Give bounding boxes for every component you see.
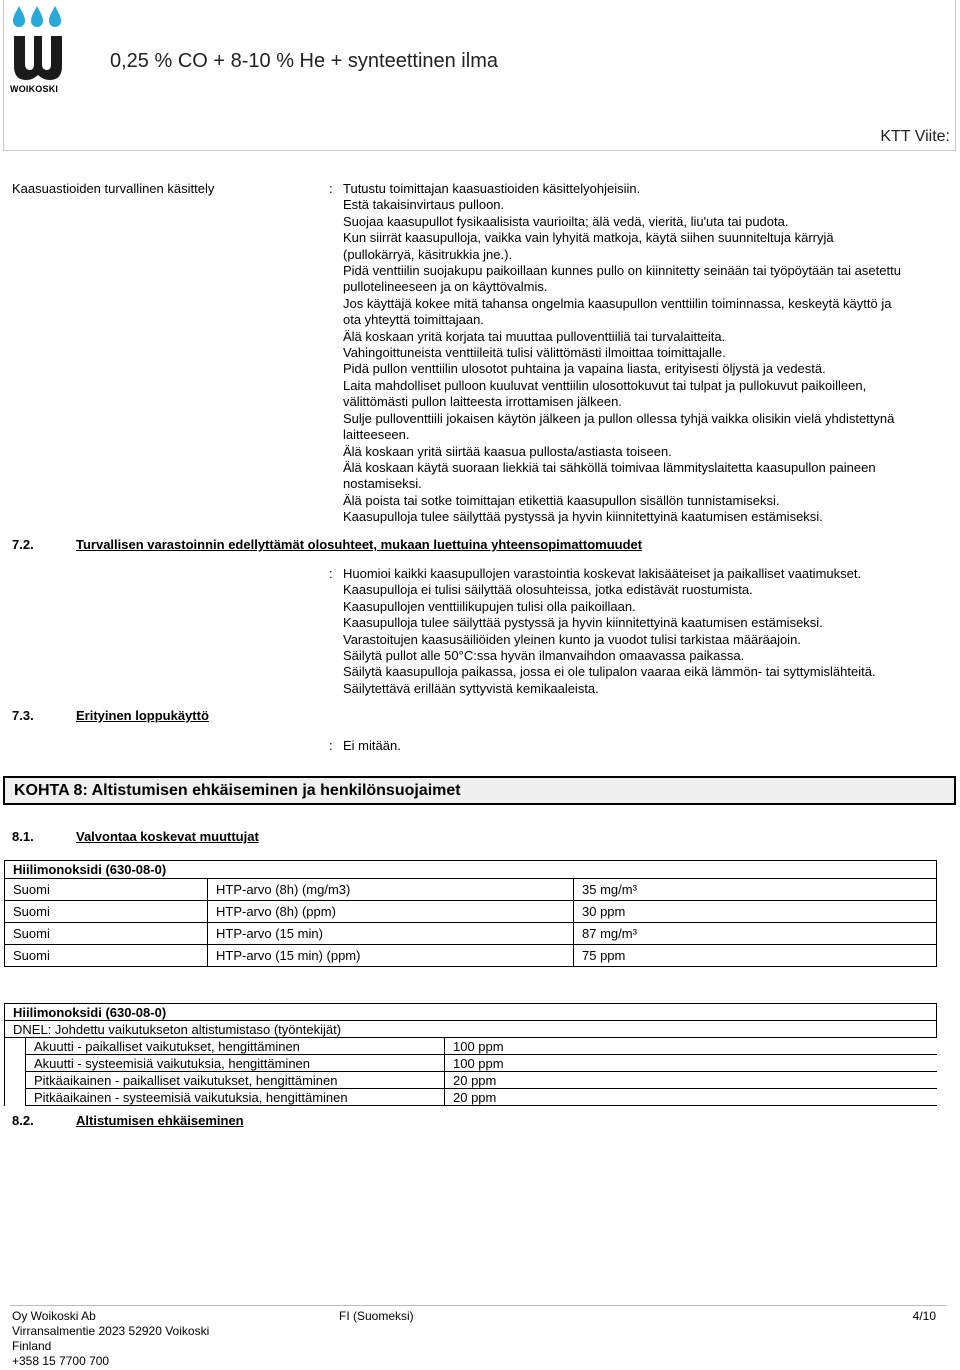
table-cell: Akuutti - systeemisiä vaikutuksia, hengittäminen bbox=[26, 1055, 445, 1072]
text-line: Kaasupulloja tulee säilyttää pystyssä ja hyvin kiinnitettyinä kaatumisen estämiseksi. bbox=[343, 509, 823, 525]
text-line: Laita mahdolliset pulloon kuuluvat venttiilin ulosottokuvut tai tulpat ja pullokuvut paikoilleen, bbox=[343, 377, 867, 393]
table-row bbox=[5, 1055, 937, 1072]
section-7-3-heading bbox=[12, 708, 209, 723]
table-row bbox=[5, 1089, 937, 1106]
dnel-table bbox=[4, 1003, 937, 1106]
ktt-reference-label: KTT Viite: bbox=[880, 128, 950, 145]
street-address: Virransalmentie 2023 52920 Voikoski bbox=[12, 1324, 210, 1338]
text-line: Pidä venttiilin suojakupu paikoillaan kunnes pullo on kiinnitetty seinään tai työpöytään tai asetettu bbox=[343, 263, 901, 279]
text-line: Pidä pullon venttiilin ulosotot puhtaina ja vapaina liasta, erityisesti öljystä ja vedestä. bbox=[343, 361, 826, 377]
footer-divider bbox=[10, 1305, 947, 1306]
table-cell: Akuutti - paikalliset vaikutukset, hengittäminen bbox=[26, 1038, 445, 1055]
section-8-2-heading bbox=[12, 1113, 244, 1128]
table-row bbox=[5, 1072, 937, 1089]
section-title: Turvallisen varastoinnin edellyttämät olosuhteet, mukaan luettuina yhteensopimattomuudet bbox=[76, 537, 643, 552]
text-line: ota yhteyttä toimittajaan. bbox=[343, 312, 484, 328]
section-8-title-bar bbox=[3, 776, 956, 805]
table-header-row bbox=[5, 1004, 937, 1021]
text-line: Kaasupullojen venttiilikupujen tulisi olla paikoillaan. bbox=[343, 598, 636, 614]
document-title: 0,25 % CO + 8-10 % He + synteettinen ilma bbox=[110, 50, 498, 72]
table-row bbox=[5, 901, 937, 923]
section-title: Erityinen loppukäyttö bbox=[76, 708, 209, 723]
page-header bbox=[3, 0, 956, 151]
section-number: 8.2. bbox=[12, 1113, 34, 1128]
text-line: laitteeseen. bbox=[343, 427, 410, 443]
text-line: Huomioi kaikki kaasupullojen varastointia koskevat lakisääteiset ja paikalliset vaatimukset. bbox=[343, 566, 862, 581]
text-line: Tutustu toimittajan kaasuastioiden käsittelyohjeisiin. bbox=[343, 181, 641, 196]
text-line: Kaasupulloja tulee säilyttää pystyssä ja hyvin kiinnitettyinä kaatumisen estämiseksi. bbox=[343, 615, 823, 631]
phone-number: +358 15 7700 700 bbox=[12, 1354, 110, 1368]
table-cell: 100 ppm bbox=[445, 1038, 937, 1055]
text-line: Varastoitujen kaasusäiliöiden yleinen kunto ja vuodot tulisi tarkistaa määräajoin. bbox=[343, 631, 801, 647]
table-cell: 87 mg/m³ bbox=[574, 923, 937, 945]
section-8-1-heading bbox=[12, 829, 259, 844]
text-line: Säilytettävä erillään syttyvistä kemikaaleista. bbox=[343, 680, 599, 696]
end-use-value: Ei mitään. bbox=[343, 738, 401, 753]
water-drop-icon bbox=[49, 6, 61, 27]
table-row bbox=[5, 1038, 937, 1055]
table-cell: 75 ppm bbox=[574, 945, 937, 967]
text-line: Älä koskaan yritä siirtää kaasua pullosta/astiasta toiseen. bbox=[343, 443, 672, 459]
table-cell: 100 ppm bbox=[445, 1055, 937, 1072]
table-cell: HTP-arvo (8h) (ppm) bbox=[208, 901, 574, 923]
text-line: nostamiseksi. bbox=[343, 476, 422, 492]
text-line: Säilytä pullot alle 50°C:ssa hyvän ilmanvaihdon omaavassa paikassa. bbox=[343, 648, 745, 664]
text-line: Sulje pulloventtiili jokaisen käytön jälkeen ja pullon ollessa tyhjä vaikka olisikin vielä yhdistettynä bbox=[343, 410, 895, 426]
table-row bbox=[5, 923, 937, 945]
table-cell: HTP-arvo (15 min) bbox=[208, 923, 574, 945]
colon: : bbox=[329, 181, 333, 196]
text-line: Vahingoittuneista venttiileitä tulisi välittömästi ilmoittaa toimittajalle. bbox=[343, 345, 726, 361]
indent-cell bbox=[5, 1055, 26, 1072]
text-line: välittömästi pullon laitteesta irrottamisen jälkeen. bbox=[343, 394, 622, 410]
table-cell: Suomi bbox=[5, 879, 208, 901]
table-cell: Pitkäaikainen - paikalliset vaikutukset, hengittäminen bbox=[26, 1072, 445, 1089]
table-cell: 35 mg/m³ bbox=[574, 879, 937, 901]
woikoski-logo bbox=[10, 2, 66, 94]
table-row bbox=[5, 879, 937, 901]
table-cell: Suomi bbox=[5, 901, 208, 923]
section-title: Valvontaa koskevat muuttujat bbox=[76, 829, 259, 844]
table-header: Hiilimonoksidi (630-08-0) bbox=[5, 1004, 937, 1021]
text-line: pullotelineeseen ja on käyttövalmis. bbox=[343, 279, 548, 295]
footer-language: FI (Suomeksi) bbox=[339, 1309, 414, 1323]
text-line: Älä poista tai sotke toimittajan etikettiä kaasupullon sisällön tunnistamiseksi. bbox=[343, 492, 780, 508]
text-line: Estä takaisinvirtaus pulloon. bbox=[343, 197, 505, 213]
water-drop-icon bbox=[13, 6, 25, 27]
text-line: Älä koskaan käytä suoraan liekkiä tai sähköllä toimivaa lämmityslaitetta kaasupullon paineen bbox=[343, 459, 876, 475]
country: Finland bbox=[12, 1339, 52, 1353]
text-line: (pullokärryä, käsitrukkia jne.). bbox=[343, 246, 513, 262]
table-cell: HTP-arvo (8h) (mg/m3) bbox=[208, 879, 574, 901]
section-title: Altistumisen ehkäiseminen bbox=[76, 1113, 244, 1128]
indent-cell bbox=[5, 1038, 26, 1055]
handling-label: Kaasuastioiden turvallinen käsittely bbox=[12, 181, 215, 196]
table-row bbox=[5, 945, 937, 967]
table-cell: 20 ppm bbox=[445, 1089, 937, 1106]
page-number: 4/10 bbox=[912, 1309, 936, 1323]
table-cell: Suomi bbox=[5, 923, 208, 945]
text-line: Suojaa kaasupullot fysikaalisista vaurioilta; älä vedä, vieritä, liu'uta tai pudota. bbox=[343, 213, 789, 229]
storage-text bbox=[343, 566, 955, 697]
text-line: Säilytä kaasupulloja paikassa, jossa ei ole tulipalon vaaraa eikä lämmön- tai syttymislähteitä. bbox=[343, 664, 876, 680]
indent-cell bbox=[5, 1072, 26, 1089]
text-line: Jos käyttäjä kokee mitä tahansa ongelmia kaasupullon venttiilin toiminnassa, keskeytä käyttö ja bbox=[343, 295, 892, 311]
handling-text bbox=[343, 181, 955, 526]
oel-table bbox=[4, 860, 937, 967]
table-cell: Suomi bbox=[5, 945, 208, 967]
text-line: Kaasupulloja ei tulisi säilyttää olosuhteissa, jotka edistävät ruostumista. bbox=[343, 582, 753, 598]
colon: : bbox=[329, 566, 333, 581]
table-subheader: DNEL: Johdettu vaikutukseton altistumistaso (työntekijät) bbox=[5, 1021, 937, 1038]
section-number: 7.2. bbox=[12, 537, 34, 552]
table-cell: 30 ppm bbox=[574, 901, 937, 923]
text-line: Kun siirrät kaasupulloja, vaikka vain lyhyitä matkoja, käytä siihen suunniteltuja kärryjä bbox=[343, 230, 834, 246]
text-line: Älä koskaan yritä korjata tai muuttaa pulloventtiiliä tai turvalaitteita. bbox=[343, 328, 726, 344]
table-subheader-row bbox=[5, 1021, 937, 1038]
table-header-row bbox=[5, 861, 937, 879]
table-header: Hiilimonoksidi (630-08-0) bbox=[5, 861, 937, 879]
table-cell: Pitkäaikainen - systeemisiä vaikutuksia, hengittäminen bbox=[26, 1089, 445, 1106]
section-number: 7.3. bbox=[12, 708, 34, 723]
water-drop-icon bbox=[31, 6, 43, 27]
logo-text: WOIKOSKI bbox=[10, 84, 59, 94]
section-7-2-heading bbox=[12, 537, 642, 552]
company-name: Oy Woikoski Ab bbox=[12, 1309, 96, 1323]
colon: : bbox=[329, 738, 333, 753]
table-cell: 20 ppm bbox=[445, 1072, 937, 1089]
section-8-title: KOHTA 8: Altistumisen ehkäiseminen ja henkilönsuojaimet bbox=[14, 782, 461, 799]
section-number: 8.1. bbox=[12, 829, 34, 844]
indent-cell bbox=[5, 1089, 26, 1106]
footer-address bbox=[12, 1309, 209, 1369]
table-cell: HTP-arvo (15 min) (ppm) bbox=[208, 945, 574, 967]
w-letter-icon bbox=[14, 36, 62, 80]
